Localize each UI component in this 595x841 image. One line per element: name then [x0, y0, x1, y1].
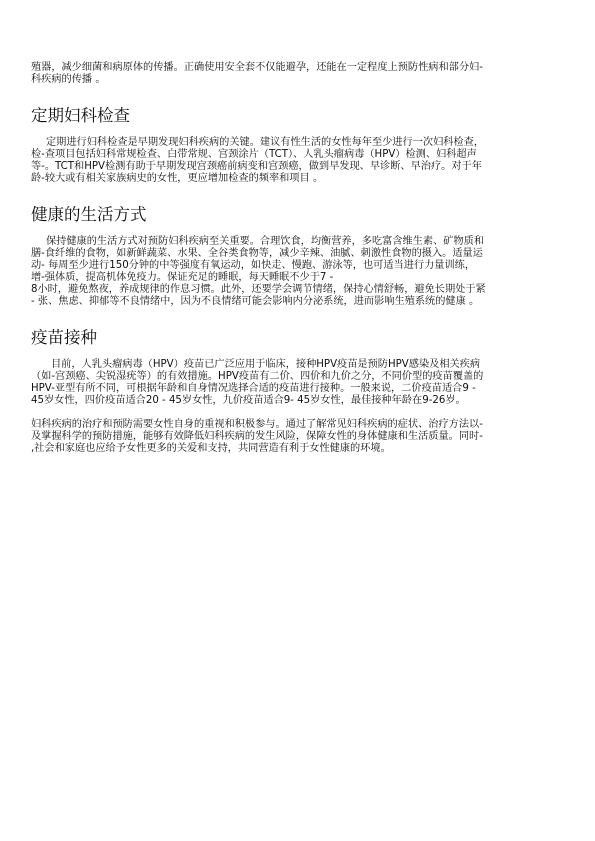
section-heading-vaccine: 疫苗接种 [31, 328, 97, 347]
section-heading-checkup: 定期妇科检查 [31, 106, 130, 125]
text-line: （如-宫颈癌、尖锐湿疣等）的有效措施。HPV疫苗有二价、四价和九价之分，不同价型的疫苗覆盖的 [31, 371, 484, 382]
section-heading-lifestyle: 健康的生活方式 [31, 205, 147, 224]
text-line: 殖器，减少细菌和病原体的传播。正确使用安全套不仅能避孕，还能在一定程度上预防性病和部分妇- [31, 62, 483, 73]
text-line: 45岁女性，四价疫苗适合20 - 45岁女性，九价疫苗适合9- 45岁女性，最佳接种年龄在9-26岁。 [31, 395, 466, 406]
text-line: ,社会和家庭也应给予女性更多的关爱和支持，共同营造有利于女性健康的环境。 [31, 443, 391, 454]
text-line: HPV-亚型有所不同，可根据年龄和自身情况选择合适的疫苗进行接种。一般来说，二价疫苗适合9 - [31, 383, 476, 394]
text-line: 定期进行妇科检查是早期发现妇科疾病的关键。建议有性生活的女性每年至少进行一次妇科检查， [46, 137, 485, 148]
text-line: 膳-食纤维的食物，如新鲜蔬菜、水果、全谷类食物等，减少辛辣、油腻、刺激性食物的摄入。适量运 [31, 248, 483, 259]
conclusion-paragraph [31, 419, 566, 455]
lifestyle-paragraph [31, 236, 566, 308]
text-line: 检-查项目包括妇科常规检查、白带常规、宫颈涂片（TCT）、人乳头瘤病毒（HPV）检测、妇科超声 [31, 149, 477, 160]
intro-paragraph [31, 62, 566, 86]
text-line: 妇科疾病的治疗和预防需要女性自身的重视和积极参与。通过了解常见妇科疾病的症状、治疗方法以- [31, 419, 483, 430]
text-line: 8小时，避免熬夜，养成规律的作息习惯。此外，还要学会调节情绪，保持心情舒畅，避免长期处于紧 [31, 284, 486, 295]
vaccine-paragraph [31, 359, 566, 407]
text-line: 龄-较大或有相关家族病史的女性，更应增加检查的频率和项目 。 [31, 173, 324, 184]
text-line: 增-强体质，提高机体免疫力。保证充足的睡眠，每天睡眠不少于7 - [31, 272, 334, 283]
text-line: 目前，人乳头瘤病毒（HPV）疫苗已广泛应用于临床，接种HPV疫苗是预防HPV感染及相关疾病 [51, 359, 481, 370]
text-line: 等-。TCT和HPV检测有助于早期发现宫颈癌前病变和宫颈癌，做到早发现、早诊断、早治疗。对于年 [31, 161, 482, 172]
text-line: 动- 每周至少进行150分钟的中等强度有氧运动，如快走、慢跑、游泳等，也可适当进行力量训练， [31, 260, 476, 271]
document-page [31, 62, 566, 455]
text-line: - 张、焦虑、抑郁等不良情绪中，因为不良情绪可能会影响内分泌系统，进而影响生殖系统的健康 。 [31, 296, 480, 307]
text-line: 科疾病的传播 。 [31, 74, 106, 85]
text-line: 及掌握科学的预防措施，能够有效降低妇科疾病的发生风险，保障女性的身体健康和生活质量。同时- [31, 431, 483, 442]
text-line: 保持健康的生活方式对预防妇科疾病至关重要。合理饮食，均衡营养，多吃富含维生素、矿物质和 [46, 236, 485, 247]
checkup-paragraph [31, 137, 566, 185]
